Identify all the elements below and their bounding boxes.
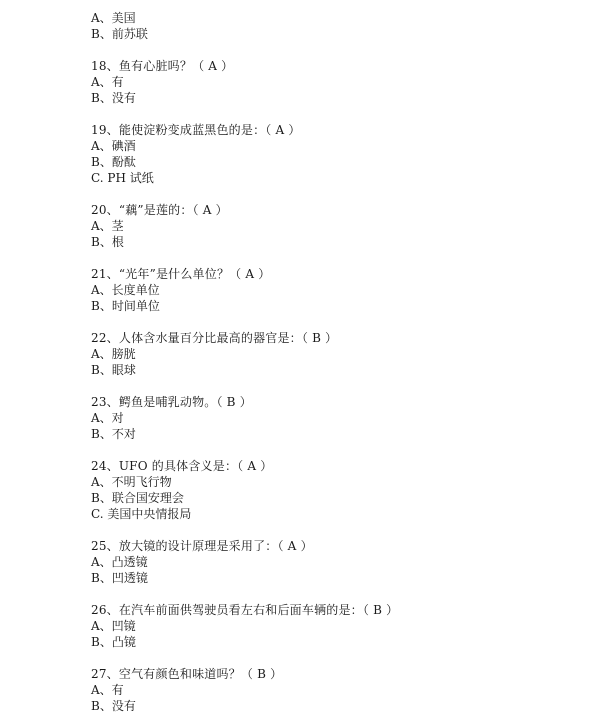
question-23 bbox=[91, 394, 591, 442]
option-a: A、有 bbox=[91, 683, 124, 697]
question-17-tail bbox=[91, 10, 591, 42]
question-18 bbox=[91, 58, 591, 106]
question-21 bbox=[91, 266, 591, 314]
option-b: B、前苏联 bbox=[91, 27, 148, 41]
question-text: 19、能使淀粉变成蓝黑色的是：（ A ） bbox=[91, 123, 301, 137]
option-b: B、眼球 bbox=[91, 363, 136, 377]
question-24 bbox=[91, 458, 591, 522]
question-text: 21、“光年”是什么单位？（ A ） bbox=[91, 267, 271, 281]
option-b: B、联合国安理会 bbox=[91, 491, 184, 505]
question-text: 22、人体含水量百分比最高的器官是：（ B ） bbox=[91, 331, 338, 345]
option-b: B、没有 bbox=[91, 699, 136, 713]
option-a: A、茎 bbox=[91, 219, 124, 233]
question-text: 18、鱼有心脏吗？（ A ） bbox=[91, 59, 234, 73]
option-a: A、有 bbox=[91, 75, 124, 89]
option-a: A、碘酒 bbox=[91, 139, 136, 153]
question-22 bbox=[91, 330, 591, 378]
option-a: A、膀胱 bbox=[91, 347, 136, 361]
option-a: A、凸透镜 bbox=[91, 555, 148, 569]
option-a: A、美国 bbox=[91, 11, 136, 25]
question-text: 27、空气有颜色和味道吗？（ B ） bbox=[91, 667, 283, 681]
option-a: A、凹镜 bbox=[91, 619, 136, 633]
option-b: B、凹透镜 bbox=[91, 571, 148, 585]
question-text: 20、“藕”是莲的：（ A ） bbox=[91, 203, 228, 217]
option-b: B、根 bbox=[91, 235, 124, 249]
option-b: B、凸镜 bbox=[91, 635, 136, 649]
question-27 bbox=[91, 666, 591, 714]
option-b: B、不对 bbox=[91, 427, 136, 441]
option-a: A、不明飞行物 bbox=[91, 475, 172, 489]
option-c: C. 美国中央情报局 bbox=[91, 507, 192, 521]
question-text: 24、UFO 的具体含义是：（ A ） bbox=[91, 459, 273, 473]
option-c: C. PH 试纸 bbox=[91, 171, 154, 185]
option-b: B、时间单位 bbox=[91, 299, 160, 313]
question-text: 23、鳄鱼是哺乳动物。（ B ） bbox=[91, 395, 252, 409]
option-a: A、对 bbox=[91, 411, 124, 425]
option-b: B、没有 bbox=[91, 91, 136, 105]
question-20 bbox=[91, 202, 591, 250]
option-a: A、长度单位 bbox=[91, 283, 160, 297]
question-text: 25、放大镜的设计原理是采用了：（ A ） bbox=[91, 539, 313, 553]
question-25 bbox=[91, 538, 591, 586]
document-page bbox=[91, 10, 591, 714]
question-26 bbox=[91, 602, 591, 650]
question-19 bbox=[91, 122, 591, 186]
option-b: B、酚酞 bbox=[91, 155, 136, 169]
question-text: 26、在汽车前面供驾驶员看左右和后面车辆的是：（ B ） bbox=[91, 603, 399, 617]
